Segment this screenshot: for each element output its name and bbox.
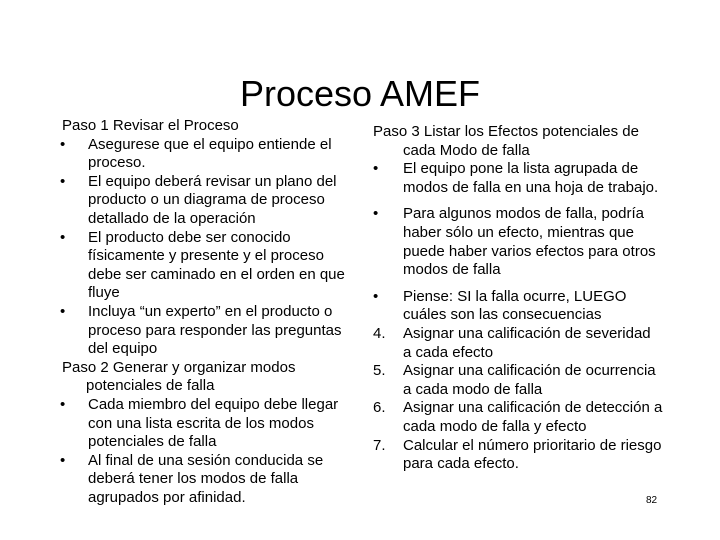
bullet-icon: • (373, 160, 379, 178)
bullet-icon: • (60, 172, 66, 190)
bullet-icon: • (60, 135, 66, 153)
numbered-item: 4. Asignar una calificación de severidad a cada efecto (373, 324, 651, 361)
slide-title: Proceso AMEF (239, 73, 481, 114)
numbered-item: 6. Asignar una calificación de detección a cada modo de falla y efecto (373, 399, 663, 435)
step-1-item: • Incluya “un experto” en el producto o proceso para responder las preguntas del equipo (60, 302, 342, 358)
item-number: 7. (373, 436, 386, 454)
bullet-icon: • (60, 395, 66, 413)
step-2-item: • Al final de una sesión conducida se deberá tener los modos de falla agrupados por afinidad. (60, 451, 324, 506)
bullet-icon: • (60, 451, 66, 469)
step-3-heading: Paso 3 Listar los Efectos potenciales de cada Modo de falla (373, 123, 639, 159)
page-number: 82 (646, 495, 658, 506)
bullet-icon: • (373, 205, 379, 223)
step-1-heading: Paso 1 Revisar el Proceso (62, 117, 239, 134)
step-1-item: • Asegurese que el equipo entiende el proceso. (60, 135, 332, 172)
item-number: 6. (373, 399, 386, 417)
bullet-icon: • (60, 302, 66, 320)
bullet-icon: • (60, 228, 66, 246)
numbered-item: 5. Asignar una calificación de ocurrencia a cada modo de falla (373, 362, 656, 398)
bullet-icon: • (373, 287, 379, 305)
numbered-item: 7. Calcular el número prioritario de riesgo para cada efecto. (373, 436, 662, 473)
item-number: 5. (373, 362, 386, 380)
step-3-item: • Para algunos modos de falla, podría haber sólo un efecto, mientras que puede haber varios efectos para otros modos de falla (373, 205, 656, 279)
step-1-item: • El producto debe ser conocido físicamente y presente y el proceso debe ser caminado en el orden en que fluye (60, 228, 345, 302)
step-2-item: • Cada miembro del equipo debe llegar con una lista escrita de los modos potenciales de falla (60, 395, 339, 451)
step-3-item: • Piense: SI la falla ocurre, LUEGO cuáles son las consecuencias (373, 287, 627, 324)
right-column (373, 117, 663, 474)
step-3-item: • El equipo pone la lista agrupada de modos de falla en una hoja de trabajo. (373, 160, 659, 196)
left-column (62, 117, 352, 507)
step-2-heading: Paso 2 Generar y organizar modos potenciales de falla (62, 358, 296, 395)
step-1-item: • El equipo deberá revisar un plano del producto o un diagrama de proceso detallado de la operación (60, 172, 337, 227)
item-number: 4. (373, 324, 386, 342)
